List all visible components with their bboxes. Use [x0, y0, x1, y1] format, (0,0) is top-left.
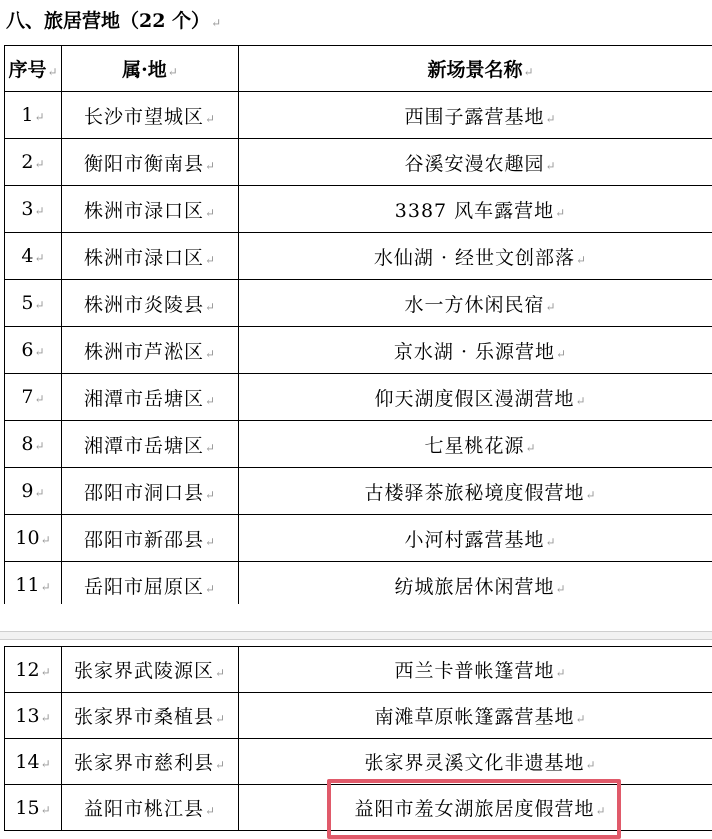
header-scene-name: 新场景名称↵	[239, 46, 712, 92]
table-row	[5, 515, 712, 562]
row-scene-name: 西围子露营基地↵	[239, 92, 712, 139]
row-scene-name: 张家界灵溪文化非遗基地↵	[239, 739, 712, 785]
row-location: 邵阳市新邵县↵	[62, 515, 239, 562]
row-index: 7↵	[5, 374, 62, 421]
row-location: 株洲市渌口区↵	[62, 233, 239, 280]
row-scene-name: 京水湖 · 乐源营地↵	[239, 327, 712, 374]
row-location: 长沙市望城区↵	[62, 92, 239, 139]
camp-table-page-2	[4, 646, 712, 831]
row-index: 2↵	[5, 139, 62, 186]
row-scene-name: 纺城旅居休闲营地↵	[239, 562, 712, 609]
section-heading	[6, 6, 221, 36]
row-location: 张家界武陵源区↵	[62, 647, 239, 693]
table-row	[5, 327, 712, 374]
row-location: 株洲市芦淞区↵	[62, 327, 239, 374]
row-location: 株洲市炎陵县↵	[62, 280, 239, 327]
row-scene-name: 七星桃花源↵	[239, 421, 712, 468]
table-row	[5, 374, 712, 421]
row-location: 衡阳市衡南县↵	[62, 139, 239, 186]
row-index: 1↵	[5, 92, 62, 139]
row-location: 益阳市桃江县↵	[62, 785, 239, 831]
row-location: 株洲市渌口区↵	[62, 186, 239, 233]
table-row	[5, 280, 712, 327]
row-index: 6↵	[5, 327, 62, 374]
table-row	[5, 468, 712, 515]
row-scene-name: 水一方休闲民宿↵	[239, 280, 712, 327]
row-location: 邵阳市洞口县↵	[62, 468, 239, 515]
section-heading-text: 八、旅居营地（22 个）	[6, 10, 210, 32]
row-index: 4↵	[5, 233, 62, 280]
table-row	[5, 647, 712, 693]
table-row	[5, 562, 712, 609]
table-row	[5, 739, 712, 785]
row-scene-name: 水仙湖 · 经世文创部落↵	[239, 233, 712, 280]
row-index: 9↵	[5, 468, 62, 515]
row-location: 张家界市桑植县↵	[62, 693, 239, 739]
table-row	[5, 92, 712, 139]
row-index: 13↵	[5, 693, 62, 739]
table-row	[5, 139, 712, 186]
row-scene-name: 古楼驿茶旅秘境度假营地↵	[239, 468, 712, 515]
table-row	[5, 421, 712, 468]
row-index: 5↵	[5, 280, 62, 327]
row-location: 湘潭市岳塘区↵	[62, 421, 239, 468]
row-index: 3↵	[5, 186, 62, 233]
header-location: 属·地↵	[62, 46, 239, 92]
row-scene-name: 益阳市羞女湖旅居度假营地↵	[239, 785, 712, 831]
row-index: 10↵	[5, 515, 62, 562]
row-scene-name: 3387 风车露营地↵	[239, 186, 712, 233]
table-row	[5, 233, 712, 280]
row-index: 15↵	[5, 785, 62, 831]
row-location: 张家界市慈利县↵	[62, 739, 239, 785]
row-index: 14↵	[5, 739, 62, 785]
table-row	[5, 186, 712, 233]
paragraph-mark-icon: ↵	[211, 16, 221, 30]
camp-table-page-1	[4, 45, 712, 609]
row-index: 12↵	[5, 647, 62, 693]
page-break-edge	[0, 631, 712, 640]
row-index: 8↵	[5, 421, 62, 468]
row-scene-name: 谷溪安漫农趣园↵	[239, 139, 712, 186]
table-header-row	[5, 46, 712, 92]
row-scene-name: 南滩草原帐篷露营基地↵	[239, 693, 712, 739]
table-row	[5, 785, 712, 831]
table-row	[5, 693, 712, 739]
header-index: 序号↵	[5, 46, 62, 92]
row-scene-name: 小河村露营基地↵	[239, 515, 712, 562]
row-scene-name: 西兰卡普帐篷营地↵	[239, 647, 712, 693]
row-location: 湘潭市岳塘区↵	[62, 374, 239, 421]
row-scene-name: 仰天湖度假区漫湖营地↵	[239, 374, 712, 421]
row-index: 11↵	[5, 562, 62, 609]
row-location: 岳阳市屈原区↵	[62, 562, 239, 609]
